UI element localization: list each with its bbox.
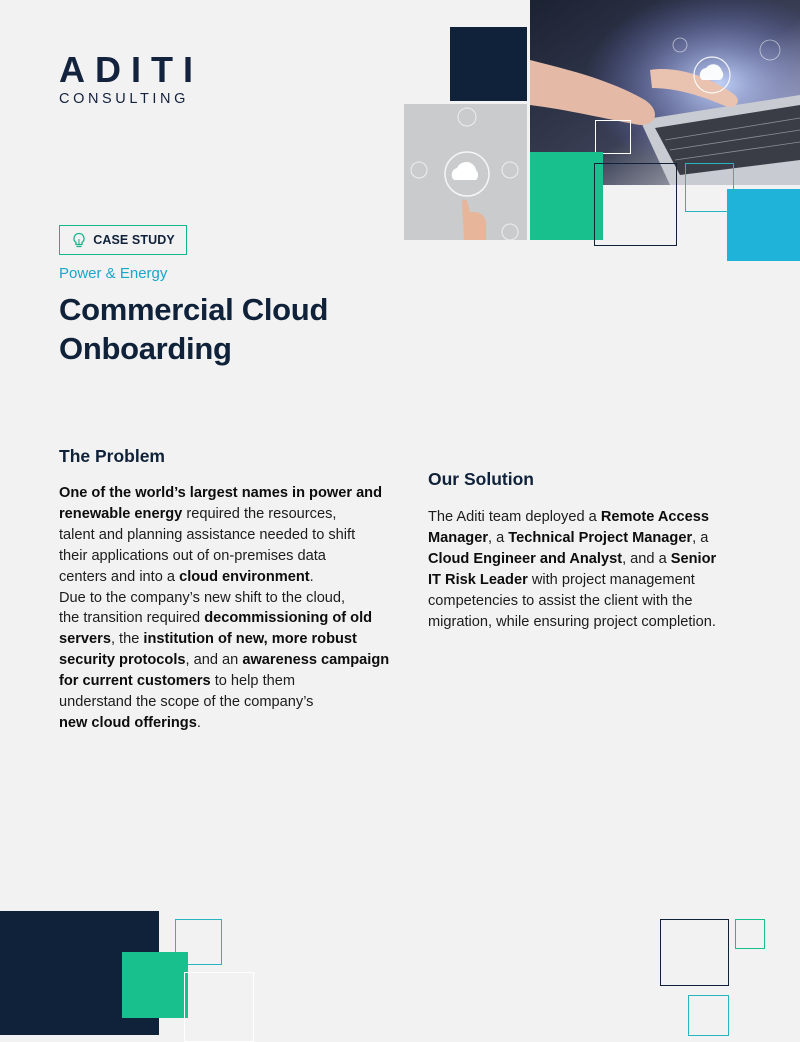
solution-line (428, 591, 768, 612)
problem-line (59, 567, 399, 588)
solution-text-segment: Senior (670, 550, 717, 567)
problem-text-segment: renewable energy (59, 505, 183, 522)
solution-text-segment: with project management (527, 571, 695, 588)
solution-heading: Our Solution (428, 469, 534, 489)
outline-square-small-top (595, 120, 631, 154)
problem-heading: The Problem (59, 446, 165, 466)
problem-line (59, 546, 399, 567)
problem-line (59, 692, 399, 713)
problem-text-segment: . (196, 714, 201, 731)
solution-text-segment: migration, while ensuring project completion. (428, 613, 716, 630)
case-study-badge (59, 225, 187, 255)
solution-text-segment: , a (692, 529, 709, 546)
solution-text-segment: IT Risk Leader (428, 571, 528, 588)
problem-text-segment: for current customers (59, 673, 211, 690)
navy-outline-square-top (594, 163, 677, 246)
navy-square-top (450, 27, 527, 101)
problem-text-segment: servers (59, 631, 111, 648)
white-outline-square-bottom (184, 972, 254, 1042)
solution-text-segment: The Aditi team deployed a (428, 509, 601, 525)
problem-line (59, 650, 399, 671)
problem-line (59, 483, 399, 504)
problem-text-segment: required the resources, (182, 505, 337, 522)
sector-label: Power & Energy (59, 265, 168, 282)
solution-text-segment: , a (488, 529, 509, 546)
cloud-touch-illustration (404, 104, 527, 240)
problem-text-segment: the transition required (59, 610, 205, 627)
cyan-square-top (727, 189, 800, 261)
solution-text-segment: Manager (428, 529, 489, 546)
cloud-touch-photo (404, 104, 527, 240)
solution-text-segment: Cloud Engineer and Analyst (428, 550, 623, 567)
problem-line (59, 504, 399, 525)
page-title-line-2: Onboarding (59, 331, 232, 366)
problem-text-segment: decommissioning of old (204, 610, 373, 627)
lightbulb-icon (71, 232, 87, 249)
solution-text-segment: competencies to assist the client with the (428, 592, 693, 609)
solution-line (428, 612, 768, 633)
problem-text-segment: their applications out of on-premises data (59, 547, 326, 564)
problem-text-segment: One of the world’s largest names in power and (59, 485, 383, 501)
solution-line (428, 507, 768, 528)
brand-logo-subtitle: CONSULTING (59, 91, 189, 107)
problem-line (59, 629, 399, 650)
problem-text-segment: new cloud offerings (59, 714, 197, 731)
problem-text-segment: centers and into a (59, 568, 180, 585)
problem-text-segment: talent and planning assistance needed to shift (59, 526, 356, 543)
problem-line (59, 671, 399, 692)
navy-outline-square-bottom-right (660, 919, 729, 986)
page-title (59, 290, 328, 368)
problem-text-segment: awareness campaign (242, 652, 390, 669)
problem-text-segment: , the (110, 631, 144, 648)
brand-logo-name: ADITI (59, 49, 203, 90)
problem-text-segment: Due to the company’s new shift to the cloud, (59, 589, 346, 606)
case-study-label: CASE STUDY (93, 233, 175, 247)
page-title-line-1: Commercial Cloud (59, 292, 329, 327)
problem-line (59, 588, 399, 609)
problem-text-segment: security protocols (59, 652, 186, 669)
problem-text-segment: to help them (210, 673, 296, 690)
problem-body (59, 483, 399, 734)
problem-text-segment: . (309, 568, 314, 585)
problem-text-segment: institution of new, more robust (143, 631, 357, 648)
solution-line (428, 528, 768, 549)
problem-line (59, 525, 399, 546)
solution-line (428, 549, 768, 570)
problem-line (59, 713, 399, 734)
green-square-top (530, 152, 603, 240)
solution-text-segment: Technical Project Manager (508, 529, 693, 546)
problem-text-segment: , and an (185, 652, 243, 669)
solution-text-segment: Remote Access (600, 509, 709, 525)
solution-line (428, 570, 768, 591)
solution-body (428, 507, 768, 632)
green-square-bottom (122, 952, 188, 1018)
problem-text-segment: understand the scope of the company’s (59, 694, 314, 711)
problem-text-segment: cloud environment (179, 568, 310, 585)
teal-outline-square-bottom-right (688, 995, 729, 1036)
solution-text-segment: , and a (622, 550, 671, 567)
green-outline-square-bottom-right (735, 919, 765, 949)
problem-line (59, 608, 399, 629)
